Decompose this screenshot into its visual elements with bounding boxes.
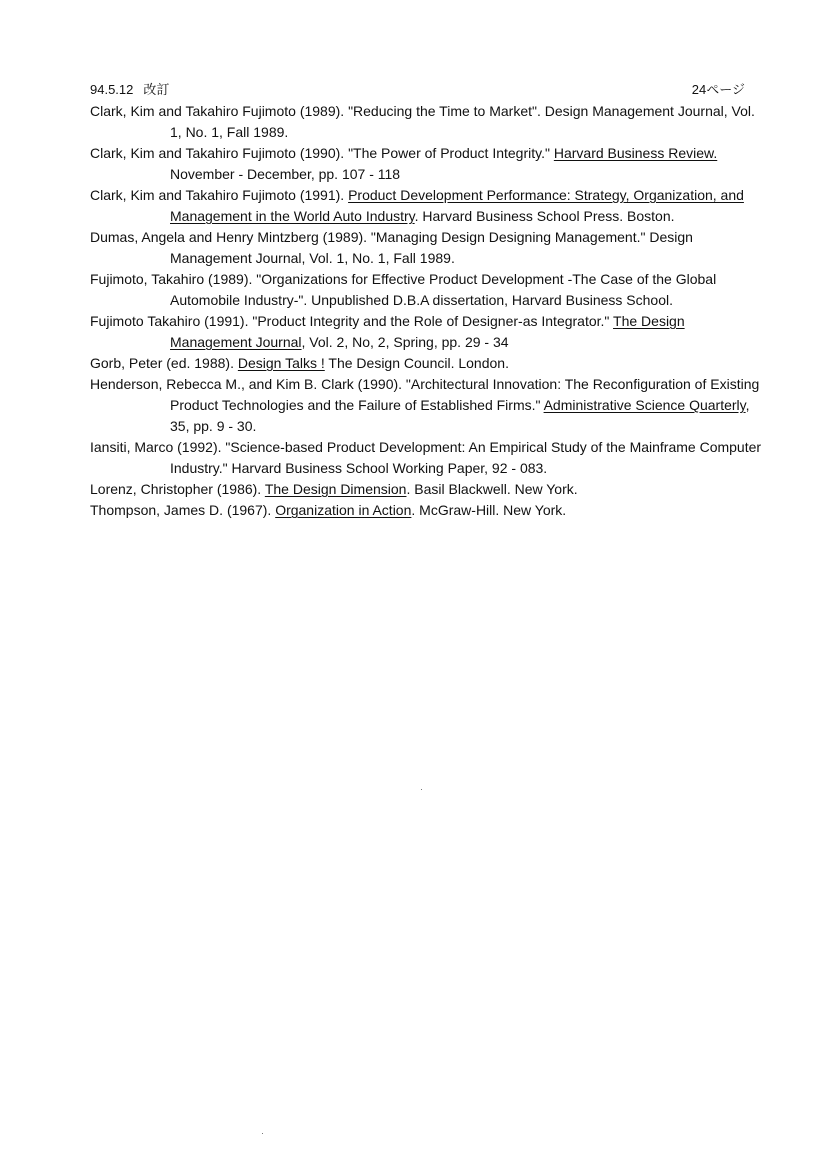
reference-text: . Harvard Business School Press. Boston. bbox=[414, 208, 675, 224]
scan-speck bbox=[262, 1133, 263, 1134]
revision-label: 改訂 bbox=[143, 82, 170, 97]
reference-title-underlined: Design Talks ! bbox=[237, 355, 325, 371]
reference-title-underlined: Organization in Action bbox=[275, 502, 412, 518]
reference-text: , Vol. 2, No, 2, Spring, pp. 29 - 34 bbox=[301, 334, 509, 350]
reference-text: Lorenz, Christopher (1986). bbox=[90, 481, 265, 497]
reference-text: Iansiti, Marco (1992). "Science-based Product Development: An Empirical Study of the Mainframe Computer Industry." Harvard Business School Working Paper, 92 - 083. bbox=[90, 439, 762, 476]
reference-text: . Basil Blackwell. New York. bbox=[406, 481, 578, 497]
reference-entry bbox=[90, 185, 770, 227]
reference-text: Henderson, Rebecca M., and Kim B. Clark (1990). "Architectural Innovation: The Reconfiguration of Existing Product Technologies and the Failure of Established Firms." bbox=[90, 376, 760, 413]
reference-entry bbox=[90, 101, 770, 143]
reference-text: , 35, pp. 9 - 30. bbox=[170, 397, 750, 434]
page-header bbox=[90, 80, 745, 100]
reference-title-underlined: Administrative Science Quarterly bbox=[543, 397, 746, 413]
reference-entry bbox=[90, 437, 770, 479]
reference-list bbox=[90, 101, 770, 521]
reference-text: Dumas, Angela and Henry Mintzberg (1989). "Managing Design Designing Management." Design Management Journal, Vol. 1, No. 1, Fall 1989. bbox=[90, 229, 693, 266]
reference-text: The Design Council. London. bbox=[324, 355, 509, 371]
reference-entry bbox=[90, 479, 770, 500]
reference-entry bbox=[90, 311, 770, 353]
reference-text: Clark, Kim and Takahiro Fujimoto (1990). "The Power of Product Integrity." bbox=[90, 145, 554, 161]
reference-text: Clark, Kim and Takahiro Fujimoto (1989). "Reducing the Time to Market". Design Management Journal, Vol. 1, No. 1, Fall 1989. bbox=[90, 103, 755, 140]
reference-entry bbox=[90, 353, 770, 374]
reference-title-underlined: The Design Management Journal bbox=[170, 313, 685, 350]
reference-text: November - December, pp. 107 - 118 bbox=[170, 166, 401, 182]
reference-text: . McGraw-Hill. New York. bbox=[411, 502, 567, 518]
reference-title-underlined: Product Development Performance: Strategy, Organization, and Management in the World Auto Industry bbox=[170, 187, 744, 224]
reference-text: Thompson, James D. (1967). bbox=[90, 502, 276, 518]
reference-entry bbox=[90, 269, 770, 311]
reference-text: Clark, Kim and Takahiro Fujimoto (1991). bbox=[90, 187, 349, 203]
reference-title-underlined: The Design Dimension bbox=[264, 481, 407, 497]
reference-text: Fujimoto Takahiro (1991). "Product Integrity and the Role of Designer-as Integrator." bbox=[90, 313, 614, 329]
reference-text: Gorb, Peter (ed. 1988). bbox=[90, 355, 238, 371]
scan-speck bbox=[421, 789, 422, 790]
reference-entry bbox=[90, 143, 770, 185]
reference-text: Fujimoto, Takahiro (1989). "Organizations for Effective Product Development -The Case of the Global Automobile Industry-". Unpublished D.B.A dissertation, Harvard Business School. bbox=[90, 271, 717, 308]
page-number: 24ページ bbox=[691, 82, 745, 97]
header-left bbox=[90, 80, 169, 100]
reference-title-underlined: Harvard Business Review. bbox=[553, 145, 718, 161]
reference-entry bbox=[90, 227, 770, 269]
reference-entry bbox=[90, 500, 770, 521]
revision-date: 94.5.12 bbox=[90, 82, 134, 97]
reference-entry bbox=[90, 374, 770, 437]
